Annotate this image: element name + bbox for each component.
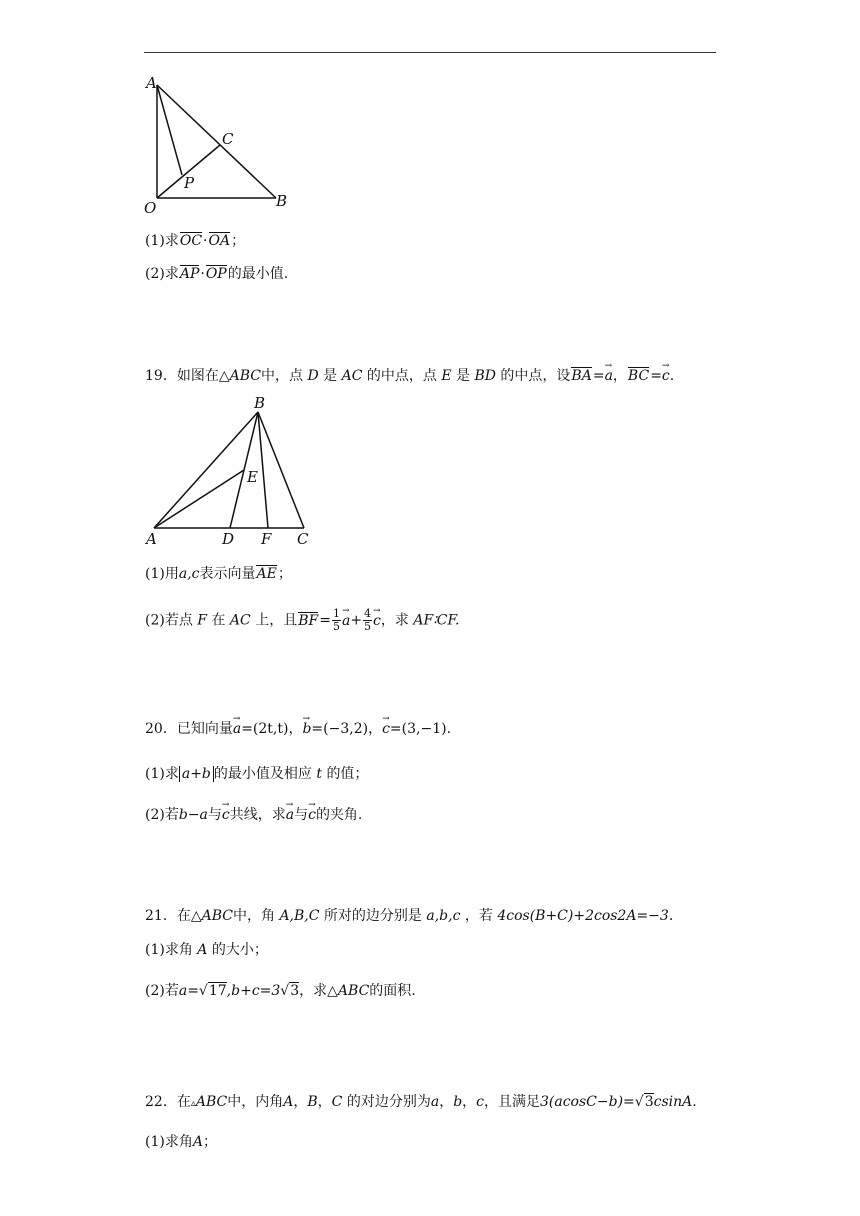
p18-q2: (2)求AP·OP的最小值. xyxy=(145,266,289,282)
figure-triangle-oab xyxy=(140,70,300,220)
segment-ab xyxy=(157,85,276,198)
p21-q1: (1)求角 A 的大小； xyxy=(145,942,268,958)
segment-bf xyxy=(258,412,268,528)
segment-ap xyxy=(157,85,182,175)
label-c: C xyxy=(297,530,309,548)
p21-q2: (2)若a=√17,b+c=3√3，求△ABC的面积. xyxy=(145,983,416,999)
header-rule xyxy=(144,52,716,53)
p19-stem: 19．如图在△ABC中，点 D 是 AC 的中点，点 E 是 BD 的中点，设BA=→ a，BC=→ c. xyxy=(145,366,674,386)
p22-q1: (1)求角A； xyxy=(145,1134,217,1150)
label-c: C xyxy=(222,130,234,148)
p20-stem: 20．已知向量→ a=(2t,t)，→ b=(−3,2)，→ c=(3,−1). xyxy=(145,719,451,739)
figure-triangle-abc xyxy=(140,392,320,552)
label-f: F xyxy=(261,530,272,548)
label-b: B xyxy=(254,394,266,412)
p18-q1: (1)求OC·OA； xyxy=(145,233,246,249)
p21-stem: 21．在△ABC中，角 A,B,C 所对的边分别是 a,b,c ，若 4cos(B+C)+2cos2A=−3. xyxy=(145,908,674,924)
label-o: O xyxy=(144,199,157,217)
p20-q1: (1)求 a+b 的最小值及相应 t 的值； xyxy=(145,766,369,782)
label-p: P xyxy=(184,174,195,192)
segment-bc xyxy=(258,412,304,528)
p19-q2: (2)若点 F 在 AC 上，且BF= $\frac{1}{5}$ → a+ $\frac{4}{5}$ → c，求 AF∶CF. xyxy=(145,608,460,633)
label-a: A xyxy=(146,74,157,92)
segment-ab xyxy=(154,412,258,528)
p20-q2: (2)若b−a与→ c共线，求→ a与→ c的夹角. xyxy=(145,805,362,825)
label-a: A xyxy=(146,530,157,548)
label-d: D xyxy=(222,530,235,548)
p19-q1: (1)用a,c表示向量AE； xyxy=(145,566,292,582)
label-b: B xyxy=(276,192,288,210)
label-e: E xyxy=(247,468,258,486)
p22-stem: 22．在▵ABC中，内角A，B，C 的对边分别为a，b，c，且满足3(acosC−b)=√3csinA. xyxy=(145,1094,697,1110)
